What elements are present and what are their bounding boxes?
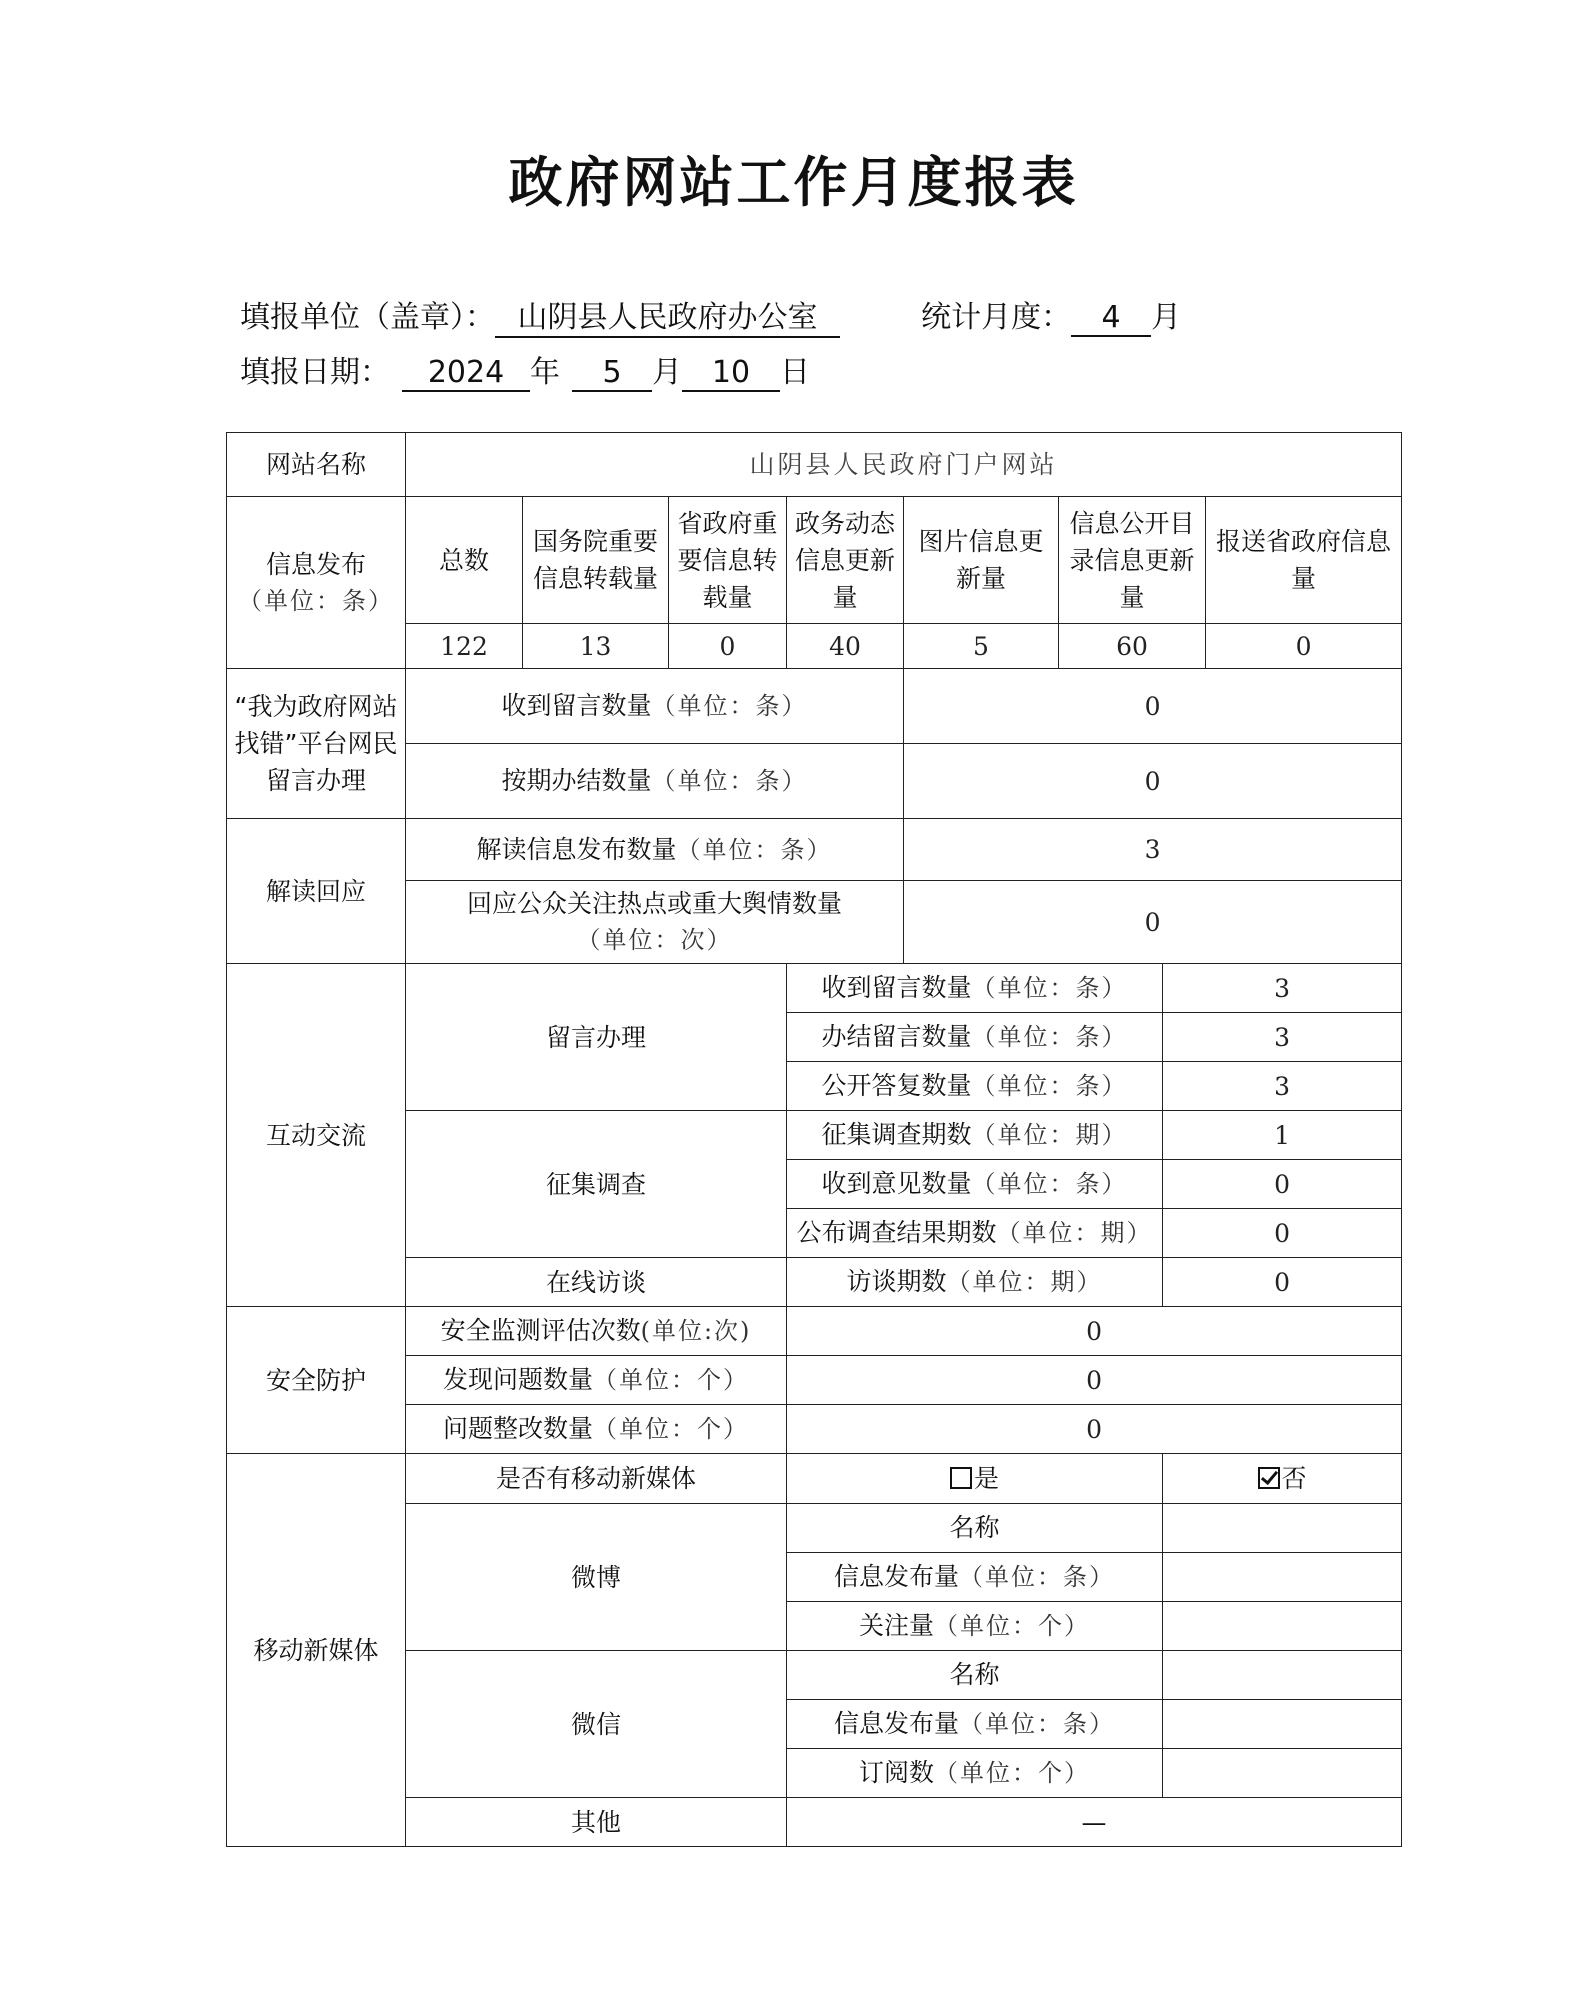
item-value bbox=[1163, 1602, 1402, 1651]
no-option[interactable] bbox=[1163, 1454, 1402, 1504]
item-label: 收到意见数量 bbox=[821, 1169, 972, 1198]
item-unit: （单位：个） bbox=[934, 1612, 1090, 1640]
item-unit: （单位：条） bbox=[971, 1023, 1128, 1051]
message-handling-label: 留言办理 bbox=[406, 964, 787, 1111]
media-item-cell bbox=[787, 1602, 1163, 1651]
info-publish-header-row bbox=[227, 497, 1402, 624]
item-label: 征集调查期数 bbox=[821, 1120, 972, 1149]
other-label: 其他 bbox=[406, 1798, 787, 1847]
interp-publish-unit: （单位：条） bbox=[676, 835, 833, 864]
item-label: 问题整改数量 bbox=[442, 1414, 593, 1443]
mobile-media-label: 移动新媒体 bbox=[227, 1454, 406, 1847]
month-label: 统计月度： bbox=[921, 300, 1072, 335]
item-value bbox=[1163, 1651, 1402, 1700]
info-col-header: 政务动态信息更新量 bbox=[787, 497, 904, 624]
item-label: 关注量 bbox=[858, 1611, 934, 1640]
item-value bbox=[1163, 1504, 1402, 1553]
info-col-value: 60 bbox=[1059, 624, 1206, 669]
info-col-value: 40 bbox=[787, 624, 904, 669]
item-label: 安全监测评估次数 bbox=[440, 1316, 641, 1345]
header-line-1 bbox=[240, 292, 1181, 338]
item-label: 公布调查结果期数 bbox=[796, 1218, 997, 1247]
interaction-item-cell bbox=[787, 964, 1163, 1013]
month-suffix: 月 bbox=[1151, 300, 1182, 335]
item-unit: （单位：期） bbox=[996, 1219, 1153, 1247]
error-platform-label: “我为政府网站找错”平台网民留言办理 bbox=[227, 669, 406, 819]
unit-value: 山阴县人民政府办公室 bbox=[495, 292, 840, 338]
item-label: 办结留言数量 bbox=[821, 1022, 972, 1051]
item-value: 3 bbox=[1163, 1013, 1402, 1062]
error-received-value: 0 bbox=[904, 669, 1402, 744]
interaction-item-cell bbox=[787, 1209, 1163, 1258]
security-row bbox=[227, 1307, 1402, 1356]
wechat-label: 微信 bbox=[406, 1651, 787, 1798]
yes-option[interactable] bbox=[787, 1454, 1163, 1504]
month-value: 4 bbox=[1071, 300, 1151, 337]
item-value: 3 bbox=[1163, 964, 1402, 1013]
item-unit: （单位：条） bbox=[959, 1563, 1115, 1591]
site-name-value: 山阴县人民政府门户网站 bbox=[406, 433, 1402, 497]
info-publish-unit: （单位：条） bbox=[238, 586, 394, 615]
yes-label: 是 bbox=[973, 1464, 999, 1493]
media-item-cell bbox=[787, 1700, 1163, 1749]
interaction-item-cell bbox=[787, 1111, 1163, 1160]
item-value bbox=[1163, 1700, 1402, 1749]
year-value: 2024 bbox=[402, 355, 530, 392]
item-unit: （单位：条） bbox=[971, 974, 1128, 1002]
interaction-item-cell bbox=[787, 1160, 1163, 1209]
item-label: 名称 bbox=[949, 1660, 1000, 1689]
no-label: 否 bbox=[1281, 1464, 1307, 1493]
date-month-suffix: 月 bbox=[652, 355, 682, 390]
item-value: 0 bbox=[787, 1405, 1402, 1454]
item-value: 0 bbox=[787, 1307, 1402, 1356]
media-item-cell bbox=[787, 1749, 1163, 1798]
item-value: 0 bbox=[1163, 1258, 1402, 1307]
report-table bbox=[226, 432, 1402, 1847]
no-checkbox[interactable] bbox=[1258, 1467, 1280, 1489]
error-received-row bbox=[227, 669, 1402, 744]
interp-publish-value: 3 bbox=[904, 819, 1402, 881]
media-item-cell bbox=[787, 1553, 1163, 1602]
error-resolved-label: 按期办结数量 bbox=[501, 766, 652, 795]
error-resolved-value: 0 bbox=[904, 744, 1402, 819]
item-label: 订阅数 bbox=[858, 1758, 934, 1787]
interaction-item-cell bbox=[787, 1258, 1163, 1307]
item-label: 名称 bbox=[949, 1513, 1000, 1542]
interaction-item-cell bbox=[787, 1013, 1163, 1062]
media-item-cell bbox=[787, 1651, 1163, 1700]
item-label: 访谈期数 bbox=[846, 1267, 947, 1296]
unit-label: 填报单位（盖章）： bbox=[240, 300, 495, 335]
item-label: 公开答复数量 bbox=[821, 1071, 972, 1100]
info-col-value: 0 bbox=[1206, 624, 1402, 669]
report-title: 政府网站工作月度报表 bbox=[508, 151, 1079, 214]
mobile-has-row bbox=[227, 1454, 1402, 1504]
interpretation-label: 解读回应 bbox=[227, 819, 406, 964]
info-col-value: 0 bbox=[669, 624, 787, 669]
interp-publish-cell bbox=[406, 819, 904, 881]
item-label: 发现问题数量 bbox=[442, 1365, 593, 1394]
item-unit: （单位：期） bbox=[946, 1268, 1103, 1296]
item-unit: （单位：期） bbox=[971, 1121, 1128, 1149]
item-unit: (单位:次) bbox=[640, 1317, 752, 1345]
info-col-header: 报送省政府信息量 bbox=[1206, 497, 1402, 624]
item-value bbox=[1163, 1749, 1402, 1798]
weibo-label: 微博 bbox=[406, 1504, 787, 1651]
year-suffix: 年 bbox=[530, 355, 560, 390]
site-name-label: 网站名称 bbox=[227, 433, 406, 497]
info-col-header: 信息公开目录信息更新量 bbox=[1059, 497, 1206, 624]
item-unit: （单位：个） bbox=[593, 1415, 749, 1443]
security-item-cell bbox=[406, 1405, 787, 1454]
error-received-cell bbox=[406, 669, 904, 744]
error-resolved-cell bbox=[406, 744, 904, 819]
date-month-value: 5 bbox=[572, 355, 652, 392]
item-label: 信息发布量 bbox=[833, 1709, 959, 1738]
error-received-label: 收到留言数量 bbox=[501, 691, 652, 720]
interp-response-value: 0 bbox=[904, 881, 1402, 964]
item-unit: （单位：个） bbox=[934, 1759, 1090, 1787]
info-col-header: 总数 bbox=[406, 497, 523, 624]
info-col-value: 13 bbox=[523, 624, 669, 669]
info-col-header: 国务院重要信息转载量 bbox=[523, 497, 669, 624]
error-resolved-unit: （单位：条） bbox=[651, 767, 808, 795]
day-suffix: 日 bbox=[780, 355, 810, 390]
other-value: — bbox=[787, 1798, 1402, 1847]
yes-checkbox[interactable] bbox=[950, 1467, 972, 1489]
security-item-cell bbox=[406, 1356, 787, 1405]
item-value: 3 bbox=[1163, 1062, 1402, 1111]
interview-label: 在线访谈 bbox=[406, 1258, 787, 1307]
info-publish-label: 信息发布 bbox=[265, 549, 366, 579]
header-line-2 bbox=[240, 347, 810, 392]
interaction-label: 互动交流 bbox=[227, 964, 406, 1307]
media-item-cell bbox=[787, 1504, 1163, 1553]
item-label: 信息发布量 bbox=[833, 1562, 959, 1591]
interaction-item-cell bbox=[787, 1062, 1163, 1111]
date-label: 填报日期： bbox=[240, 355, 390, 390]
item-value: 0 bbox=[1163, 1160, 1402, 1209]
interp-response-cell bbox=[406, 881, 904, 964]
interp-response-unit: （单位：次） bbox=[576, 926, 733, 954]
interp-response-label: 回应公众关注热点或重大舆情数量 bbox=[466, 889, 842, 918]
error-received-unit: （单位：条） bbox=[651, 692, 808, 720]
item-value: 0 bbox=[1163, 1209, 1402, 1258]
has-media-label: 是否有移动新媒体 bbox=[406, 1454, 787, 1504]
item-unit: （单位：条） bbox=[971, 1170, 1128, 1198]
item-unit: （单位：个） bbox=[593, 1366, 749, 1394]
info-col-header: 图片信息更新量 bbox=[904, 497, 1059, 624]
info-col-header: 省政府重要信息转载量 bbox=[669, 497, 787, 624]
security-item-cell bbox=[406, 1307, 787, 1356]
interaction-row bbox=[227, 964, 1402, 1013]
site-row bbox=[227, 433, 1402, 497]
security-label: 安全防护 bbox=[227, 1307, 406, 1454]
info-col-value: 5 bbox=[904, 624, 1059, 669]
interp-publish-label: 解读信息发布数量 bbox=[476, 834, 677, 864]
item-value: 1 bbox=[1163, 1111, 1402, 1160]
item-label: 收到留言数量 bbox=[821, 973, 972, 1002]
item-unit: （单位：条） bbox=[959, 1710, 1115, 1738]
day-value: 10 bbox=[682, 355, 780, 392]
interp-publish-row bbox=[227, 819, 1402, 881]
item-unit: （单位：条） bbox=[971, 1072, 1128, 1100]
item-value bbox=[1163, 1553, 1402, 1602]
survey-label: 征集调查 bbox=[406, 1111, 787, 1258]
info-publish-label-cell bbox=[227, 497, 406, 669]
item-value: 0 bbox=[787, 1356, 1402, 1405]
info-col-value: 122 bbox=[406, 624, 523, 669]
